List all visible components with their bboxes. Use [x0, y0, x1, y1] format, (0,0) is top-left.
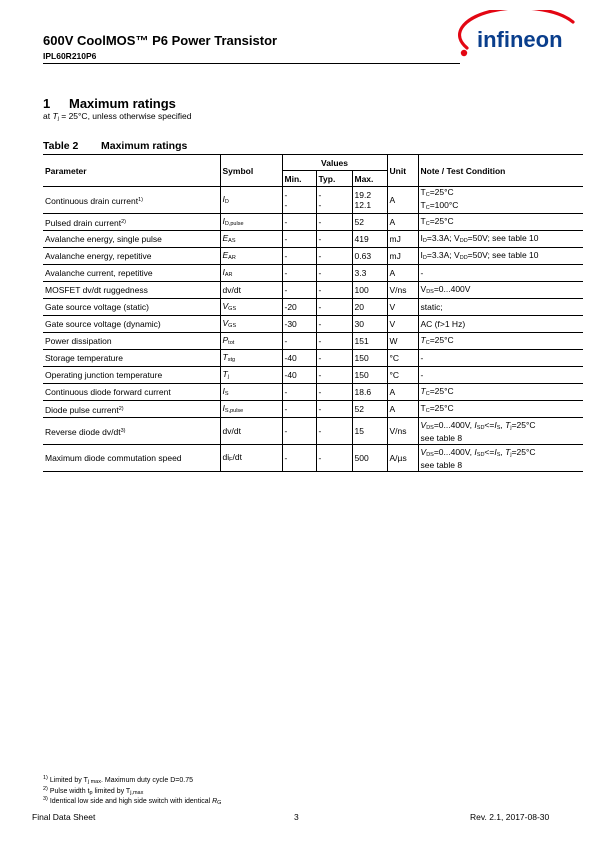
cell-note: TC=25°C [418, 333, 583, 350]
cell-typ: - [316, 282, 352, 299]
cell-min: -40 [282, 367, 316, 384]
header-unit: Unit [387, 155, 418, 187]
cell-note: VDS=0...400V [418, 282, 583, 299]
footnote-2: $^{2)}$ Pulse width tp limited by Tj,max [43, 786, 144, 796]
table-row [43, 316, 583, 333]
cell-typ: - [316, 265, 352, 282]
table-row [43, 418, 583, 445]
cell-symbol: IAR [220, 265, 282, 282]
cell-min: - [282, 418, 316, 445]
cell-unit: A [387, 401, 418, 418]
infineon-logo [455, 10, 580, 60]
cell-symbol: Ptot [220, 333, 282, 350]
cell-typ: - [316, 316, 352, 333]
table-number: Table 2 [43, 140, 79, 152]
cell-note: static; [418, 299, 583, 316]
cell-parameter: MOSFET dv/dt ruggedness [43, 282, 220, 299]
table-row [43, 187, 583, 214]
cell-parameter: Power dissipation [43, 333, 220, 350]
table-row [43, 445, 583, 472]
cell-note: TC=25°C [418, 384, 583, 401]
cell-max: 52 [352, 401, 387, 418]
cell-note: - [418, 265, 583, 282]
header-values: Values [282, 155, 387, 171]
cell-typ: - [316, 299, 352, 316]
footer-revision: Rev. 2.1, 2017-08-30 [470, 812, 550, 822]
cell-max: 52 [352, 214, 387, 231]
cell-max: 19.2 12.1 [352, 187, 387, 214]
cell-min: - - [282, 187, 316, 214]
cell-note: VDS=0...400V, ISD<=IS, Tj=25°C see table 8 [418, 445, 583, 472]
cell-typ: - [316, 445, 352, 472]
cell-parameter: Operating junction temperature [43, 367, 220, 384]
cell-typ: - [316, 248, 352, 265]
cell-note: ID=3.3A; VDD=50V; see table 10 [418, 231, 583, 248]
table-row [43, 265, 583, 282]
cell-symbol: IS,pulse [220, 401, 282, 418]
cell-note: - [418, 350, 583, 367]
cell-max: 20 [352, 299, 387, 316]
section-title: Maximum ratings [69, 96, 176, 111]
table-row [43, 367, 583, 384]
section-condition: at Tj = 25°C, unless otherwise specified [43, 111, 192, 122]
cell-note: VDS=0...400V, ISD<=IS, Tj=25°C see table 8 [418, 418, 583, 445]
table-row [43, 231, 583, 248]
cell-parameter: Reverse diode $dv/dt^{3)}$ [43, 418, 220, 445]
cell-max: 500 [352, 445, 387, 472]
cell-min: - [282, 401, 316, 418]
cell-unit: A/µs [387, 445, 418, 472]
cell-unit: mJ [387, 231, 418, 248]
cell-typ: - [316, 350, 352, 367]
cell-symbol: Tstg [220, 350, 282, 367]
cell-typ: - - [316, 187, 352, 214]
cell-unit: mJ [387, 248, 418, 265]
table-row [43, 401, 583, 418]
table-title: Maximum ratings [101, 140, 188, 152]
cell-min: - [282, 231, 316, 248]
cell-typ: - [316, 333, 352, 350]
part-number: IPL60R210P6 [43, 51, 97, 61]
cell-unit: W [387, 333, 418, 350]
cell-max: 15 [352, 418, 387, 445]
cell-max: 150 [352, 367, 387, 384]
cell-min: - [282, 282, 316, 299]
cell-symbol: dv/dt [220, 282, 282, 299]
header-symbol: Symbol [220, 155, 282, 187]
cell-parameter: Storage temperature [43, 350, 220, 367]
header-note: Note / Test Condition [418, 155, 583, 187]
cell-symbol: EAS [220, 231, 282, 248]
cell-parameter: Maximum diode commutation speed [43, 445, 220, 472]
cell-unit: °C [387, 367, 418, 384]
cell-typ: - [316, 214, 352, 231]
table-row [43, 384, 583, 401]
cell-min: - [282, 265, 316, 282]
cell-symbol: VGS [220, 316, 282, 333]
cell-unit: A [387, 384, 418, 401]
cell-unit: V [387, 299, 418, 316]
cell-symbol: diF/dt [220, 445, 282, 472]
table-row [43, 214, 583, 231]
cell-note: ID=3.3A; VDD=50V; see table 10 [418, 248, 583, 265]
header-max: Max. [352, 171, 387, 187]
cell-parameter: Avalanche energy, repetitive [43, 248, 220, 265]
cell-typ: - [316, 231, 352, 248]
cell-min: - [282, 384, 316, 401]
cell-typ: - [316, 401, 352, 418]
header-min: Min. [282, 171, 316, 187]
table-row [43, 299, 583, 316]
table-row [43, 282, 583, 299]
cell-symbol: VGS [220, 299, 282, 316]
footnote-3: $^{3)}$ Identical low side and high side switch with identical RG [43, 796, 222, 806]
cell-typ: - [316, 384, 352, 401]
cell-parameter: Avalanche current, repetitive [43, 265, 220, 282]
cell-parameter: Diode pulse current$^{2)}$ [43, 401, 220, 418]
cell-min: -30 [282, 316, 316, 333]
cell-min: - [282, 445, 316, 472]
cell-typ: - [316, 367, 352, 384]
cell-max: 0.63 [352, 248, 387, 265]
header-rule [43, 63, 460, 64]
cell-unit: A [387, 265, 418, 282]
logo-text: infineon [477, 27, 563, 52]
table-row [43, 350, 583, 367]
table-caption [43, 140, 187, 152]
cell-max: 100 [352, 282, 387, 299]
cell-min: - [282, 333, 316, 350]
cell-min: -40 [282, 350, 316, 367]
cell-max: 150 [352, 350, 387, 367]
header-typ: Typ. [316, 171, 352, 187]
cell-unit: A [387, 214, 418, 231]
maximum-ratings-table [43, 154, 583, 472]
cell-max: 151 [352, 333, 387, 350]
section-heading [43, 96, 176, 111]
cell-note: TC=25°C [418, 401, 583, 418]
cell-symbol: EAR [220, 248, 282, 265]
cell-symbol: dv/dt [220, 418, 282, 445]
cell-unit: A [387, 187, 418, 214]
cell-unit: °C [387, 350, 418, 367]
cell-max: 419 [352, 231, 387, 248]
table-header-row [43, 155, 583, 171]
cell-parameter: Continuous diode forward current [43, 384, 220, 401]
cell-min: - [282, 214, 316, 231]
cell-symbol: Tj [220, 367, 282, 384]
cell-typ: - [316, 418, 352, 445]
cell-max: 3.3 [352, 265, 387, 282]
cell-unit: V/ns [387, 418, 418, 445]
cell-symbol: ID [220, 187, 282, 214]
footer-doc-type: Final Data Sheet [32, 812, 96, 822]
cell-note: - [418, 367, 583, 384]
header-parameter: Parameter [43, 155, 220, 187]
footer-page-number: 3 [294, 812, 299, 822]
cell-min: -20 [282, 299, 316, 316]
cell-note: TC=25°C [418, 214, 583, 231]
cell-max: 30 [352, 316, 387, 333]
cell-symbol: ID,pulse [220, 214, 282, 231]
table-row [43, 333, 583, 350]
cell-note: TC=25°C TC=100°C [418, 187, 583, 214]
cell-parameter: Continuous drain current$^{1)}$ [43, 187, 220, 214]
cell-min: - [282, 248, 316, 265]
section-number: 1 [43, 96, 51, 111]
cell-parameter: Gate source voltage (static) [43, 299, 220, 316]
cell-note: AC (f>1 Hz) [418, 316, 583, 333]
cell-parameter: Gate source voltage (dynamic) [43, 316, 220, 333]
cell-max: 18.6 [352, 384, 387, 401]
cell-unit: V [387, 316, 418, 333]
footnote-1: $^{1)}$ Limited by Tj max. Maximum duty cycle D=0.75 [43, 775, 193, 785]
table-row [43, 248, 583, 265]
cell-symbol: IS [220, 384, 282, 401]
cell-parameter: Pulsed drain current$^{2)}$ [43, 214, 220, 231]
cell-parameter: Avalanche energy, single pulse [43, 231, 220, 248]
cell-unit: V/ns [387, 282, 418, 299]
document-title: 600V CoolMOS™ P6 Power Transistor [43, 33, 278, 48]
